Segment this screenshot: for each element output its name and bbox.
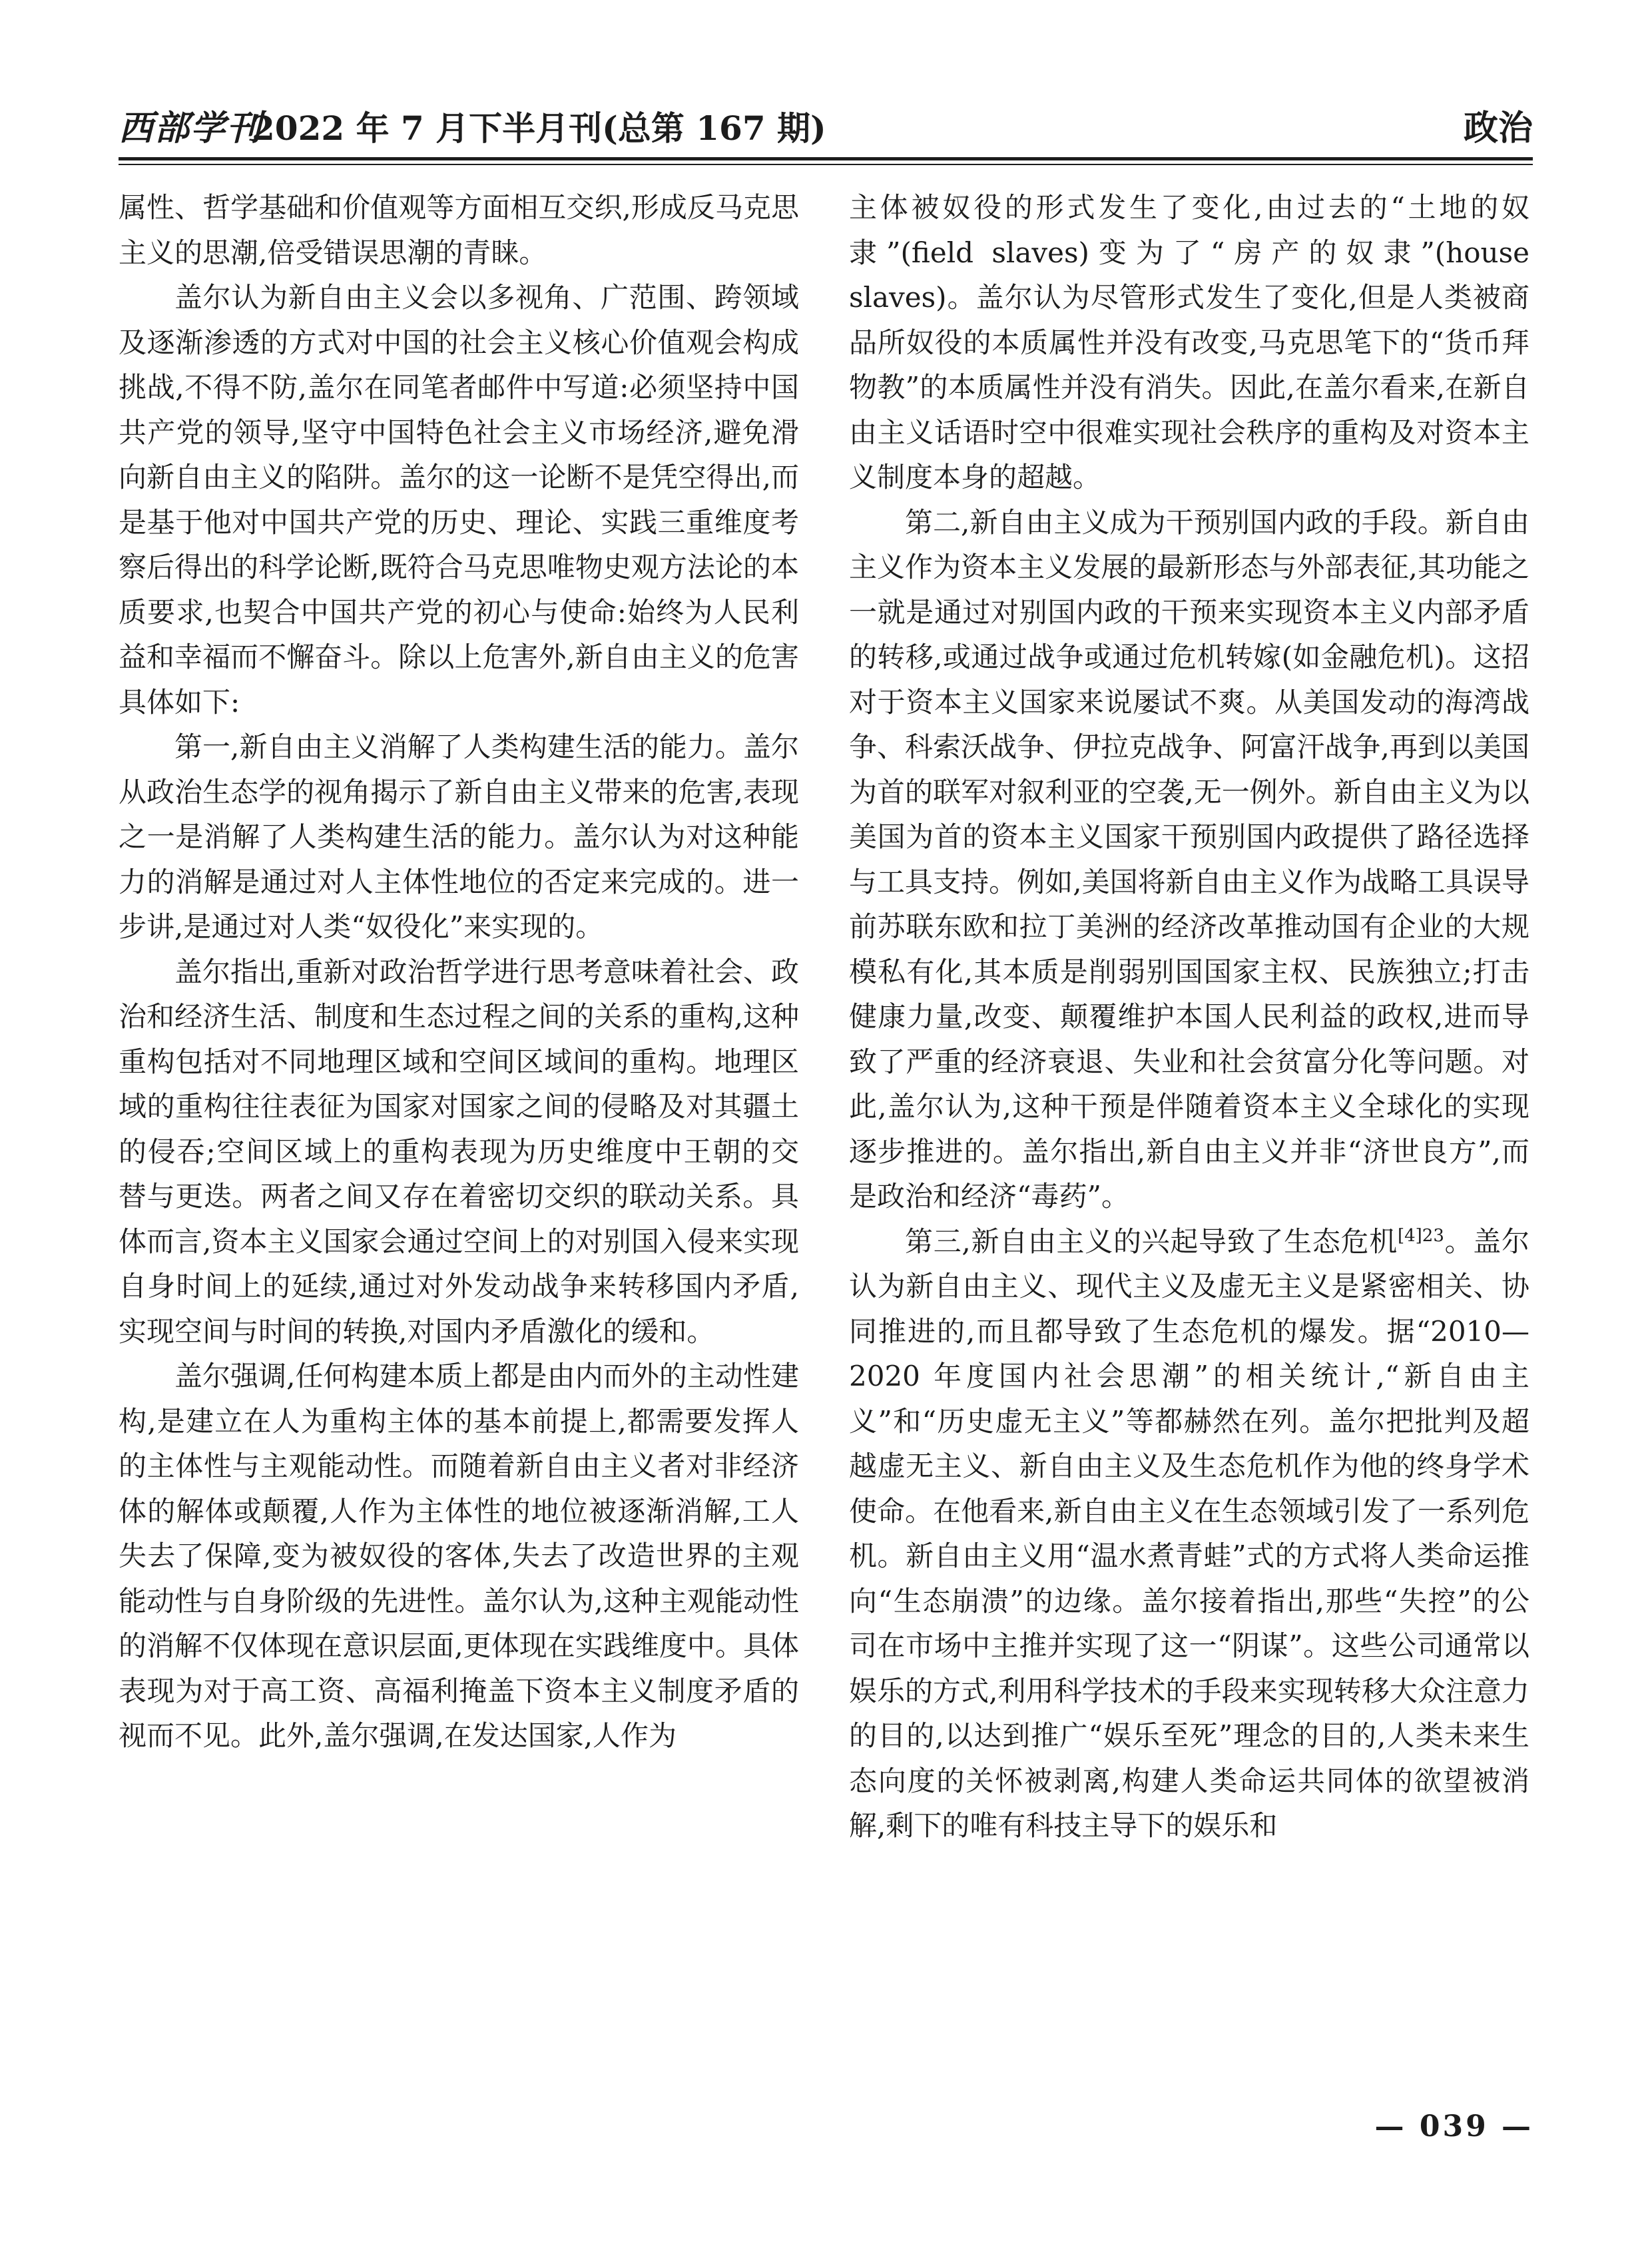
paragraph: 第一,新自由主义消解了人类构建生活的能力。盖尔从政治生态学的视角揭示了新自由主义带来的危害,表现之一是消解了人类构建生活的能力。盖尔认为对这种能力的消解是通过对人主体性地位的否定来完成的。进一步讲,是通过对人类“奴役化”来实现的。 <box>119 730 799 943</box>
left-column <box>119 185 799 1759</box>
page-header <box>119 105 1533 152</box>
paragraph: 盖尔认为新自由主义会以多视角、广范围、跨领域及逐渐渗透的方式对中国的社会主义核心价值观会构成挑战,不得不防,盖尔在同笔者邮件中写道:必须坚持中国共产党的领导,坚守中国特色社会主义市场经济,避免滑向新自由主义的陷阱。盖尔的这一论断不是凭空得出,而是基于他对中国共产党的历史、理论、实践三重维度考察后得出的科学论断,既符合马克思唯物史观方法论的本质要求,也契合中国共产党的初心与使命:始终为人民利益和幸福而不懈奋斗。除以上危害外,新自由主义的危害具体如下: <box>119 281 799 718</box>
journal-logo: 西部学刊 <box>119 108 263 148</box>
issue-info: 2022 年 7 月下半月刊(总第 167 期) <box>252 109 826 148</box>
right-column <box>849 185 1529 1848</box>
paragraph-text: 。盖尔认为新自由主义、现代主义及虚无主义是紧密相关、协同推进的,而且都导致了生态危机的爆发。据“2010—2020 年度国内社会思潮”的相关统计,“新自由主义”和“历史虚无主义”等都赫然在列。盖尔把批判及超越虚无主义、新自由主义及生态危机作为他的终身学术使命。在他看来,新自由主义在生态领域引发了一系列危机。新自由主义用“温水煮青蛙”式的方式将人类命运推向“生态崩溃”的边缘。盖尔接着指出,那些“失控”的公司在市场中主推并实现了这一“阴谋”。这些公司通常以娱乐的方式,利用科学技术的手段来实现转移大众注意力的目的,以达到推广“娱乐至死”理念的目的,人类未来生态向度的关怀被剥离,构建人类命运共同体的欲望被消解,剩下的唯有科技主导下的娱乐和 <box>849 1225 1529 1842</box>
section-title: 政治 <box>1463 108 1533 148</box>
paragraph: 盖尔强调,任何构建本质上都是由内而外的主动性建构,是建立在人为重构主体的基本前提上,都需要发挥人的主体性与主观能动性。而随着新自由主义者对非经济体的解体或颠覆,人作为主体性的地位被逐渐消解,工人失去了保障,变为被奴役的客体,失去了改造世界的主观能动性与自身阶级的先进性。盖尔认为,这种主观能动性的消解不仅体现在意识层面,更体现在实践维度中。具体表现为对于高工资、高福利掩盖下资本主义制度矛盾的视而不见。此外,盖尔强调,在发达国家,人作为 <box>119 1360 799 1752</box>
paragraph: 第二,新自由主义成为干预别国内政的手段。新自由主义作为资本主义发展的最新形态与外部表征,其功能之一就是通过对别国内政的干预来实现资本主义内部矛盾的转移,或通过战争或通过危机转嫁(如金融危机)。这招对于资本主义国家来说屡试不爽。从美国发动的海湾战争、科索沃战争、伊拉克战争、阿富汗战争,再到以美国为首的联军对叙利亚的空袭,无一例外。新自由主义为以美国为首的资本主义国家干预别国内政提供了路径选择与工具支持。例如,美国将新自由主义作为战略工具误导前苏联东欧和拉丁美洲的经济改革推动国有企业的大规模私有化,其本质是削弱别国国家主权、民族独立;打击健康力量,改变、颠覆维护本国人民利益的政权,进而导致了严重的经济衰退、失业和社会贫富分化等问题。对此,盖尔认为,这种干预是伴随着资本主义全球化的实现逐步推进的。盖尔指出,新自由主义并非“济世良方”,而是政治和经济“毒药”。 <box>849 505 1529 1213</box>
header-rule <box>119 157 1533 160</box>
citation-reference: [4]23 <box>1397 1225 1444 1246</box>
paragraph: 主体被奴役的形式发生了变化,由过去的“土地的奴隶”(field slaves)变为了“房产的奴隶”(house slaves)。盖尔认为尽管形式发生了变化,但是人类被商品所奴役的本质属性并没有改变,马克思笔下的“货币拜物教”的本质属性并没有消失。因此,在盖尔看来,在新自由主义话语时空中很难实现社会秩序的重构及对资本主义制度本身的超越。 <box>849 191 1529 493</box>
paragraph-text: 第三,新自由主义的兴起导致了生态危机 <box>905 1225 1398 1258</box>
paragraph: 属性、哲学基础和价值观等方面相互交织,形成反马克思主义的思潮,倍受错误思潮的青睐。 <box>119 191 799 269</box>
paragraph <box>849 1219 1529 1848</box>
header-rule-thin <box>119 164 1533 165</box>
page-number: — 039 — <box>1374 2109 1533 2143</box>
paragraph: 盖尔指出,重新对政治哲学进行思考意味着社会、政治和经济生活、制度和生态过程之间的关系的重构,这种重构包括对不同地理区域和空间区域间的重构。地理区域的重构往往表征为国家对国家之间的侵略及对其疆土的侵吞;空间区域上的重构表现为历史维度中王朝的交替与更迭。两者之间又存在着密切交织的联动关系。具体而言,资本主义国家会通过空间上的对别国入侵来实现自身时间上的延续,通过对外发动战争来转移国内矛盾,实现空间与时间的转换,对国内矛盾激化的缓和。 <box>119 955 799 1348</box>
